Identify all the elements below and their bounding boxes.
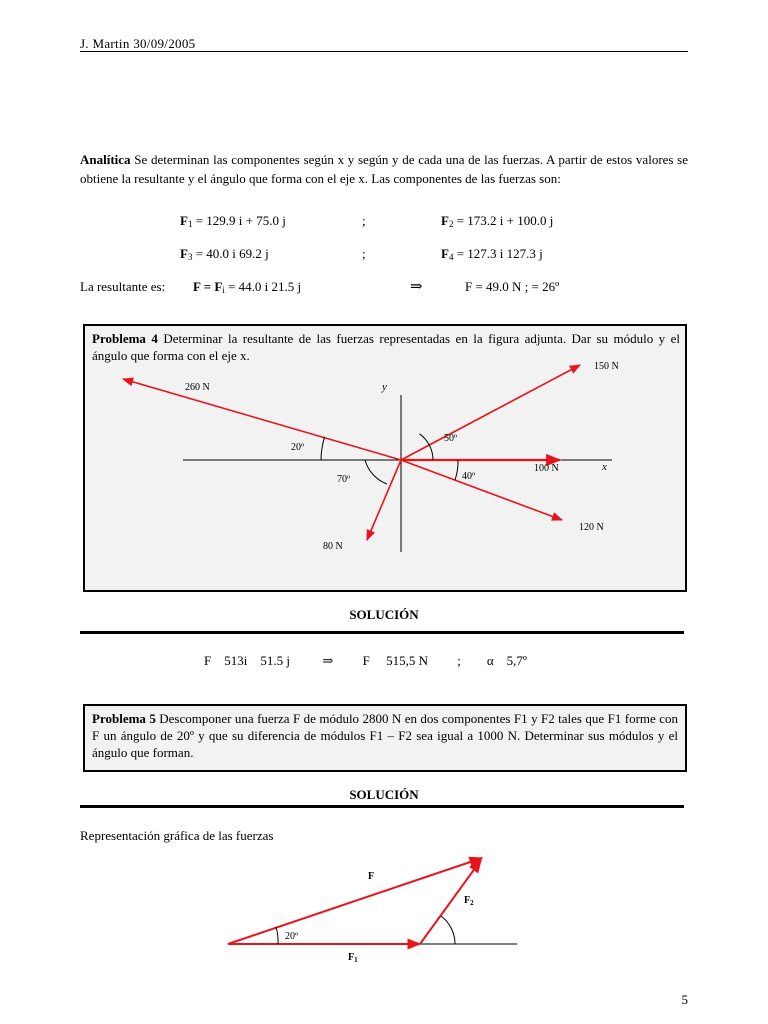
- solution-4-heading: SOLUCIÓN: [349, 607, 419, 622]
- solution-5-rule: [80, 805, 684, 808]
- label-axis-y: y: [382, 381, 387, 393]
- resultant-label: La resultante es:: [80, 279, 166, 294]
- angle-70-arc: [365, 460, 387, 484]
- label-angle-70: 70º: [337, 474, 351, 485]
- resultant-magnitude: F = 49.0 N ; = 26º: [465, 279, 560, 294]
- problem-5-figure: [0, 840, 768, 980]
- problem-5-statement: [92, 710, 678, 761]
- label-angle-20: 20º: [285, 931, 299, 942]
- force-150-arrow: [401, 365, 580, 460]
- analitica-heading: Analítica: [80, 152, 131, 167]
- problem-4-label: Problema 4: [92, 331, 158, 346]
- page-number: 5: [681, 992, 688, 1007]
- solution-4-result: F 513i 51.5 j ⇒ F 515,5 N ; α 5,7º: [204, 653, 527, 668]
- force-F-arrow: [228, 858, 482, 944]
- problem-4-text: Determinar la resultante de las fuerzas representadas en la figura adjunta. Dar su módulo y el ángulo que forma con el eje x.: [92, 331, 680, 363]
- eq-semicolon-2: ;: [362, 246, 366, 261]
- eq-f3: $F_3 = 40.0$ i 69.2 j: [180, 246, 269, 262]
- eq-semicolon-1: ;: [362, 213, 366, 228]
- eq-f1: $F_1 = 129.9$ i + 75.0 j: [180, 213, 286, 229]
- label-100: 100 N: [534, 463, 559, 474]
- eq-f4: $F_4 = 127.3$ i 127.3 j: [441, 246, 543, 262]
- force-80-arrow: [367, 460, 401, 540]
- label-F1: $F_1$: [348, 952, 358, 964]
- problem-5-text: Descomponer una fuerza F de módulo 2800 N en dos componentes F1 y F2 tales que F1 forme con F un ángulo de 20º y que su diferencia de módulos F1 – F2 sea igual a 1000 N. Determinar sus módulos y el ángulo que forman.: [92, 711, 678, 760]
- label-150: 150 N: [594, 361, 619, 372]
- solution-5-heading: SOLUCIÓN: [349, 787, 419, 802]
- label-80: 80 N: [323, 541, 343, 552]
- page-header: J. Martin 30/09/2005: [80, 36, 196, 51]
- analitica-body: Se determinan las componentes según x y según y de cada una de las fuerzas. A partir de estos valores se obtiene la resultante y el ángulo que forma con el eje x. Las componentes de las fuerzas son:: [80, 152, 688, 186]
- label-120: 120 N: [579, 522, 604, 533]
- angle-20-arc: [321, 437, 325, 460]
- label-angle-50: 50º: [444, 433, 458, 444]
- label-angle-40: 40º: [462, 471, 476, 482]
- label-angle-20: 20º: [291, 442, 305, 453]
- solution-5-intro: Representación gráfica de las fuerzas: [80, 828, 274, 843]
- force-260-arrow: [123, 379, 401, 460]
- angle-F2-arc: [441, 916, 455, 944]
- resultant-expression: $F = F_i = 44.0$ i 21.5 j: [193, 279, 302, 295]
- label-F: F: [368, 871, 375, 882]
- label-F2: $F_2$: [464, 895, 474, 907]
- label-axis-x: x: [602, 461, 607, 473]
- problem-5-label: Problema 5: [92, 711, 156, 726]
- eq-f2: $F_2 = 173.2$ i + 100.0 j: [441, 213, 554, 229]
- angle-20-arc: [276, 927, 278, 944]
- label-260: 260 N: [185, 382, 210, 393]
- solution-4-rule: [80, 631, 684, 634]
- problem-5-box: [83, 704, 687, 772]
- angle-40-arc: [455, 460, 458, 480]
- implies-arrow: ⇒: [410, 279, 423, 295]
